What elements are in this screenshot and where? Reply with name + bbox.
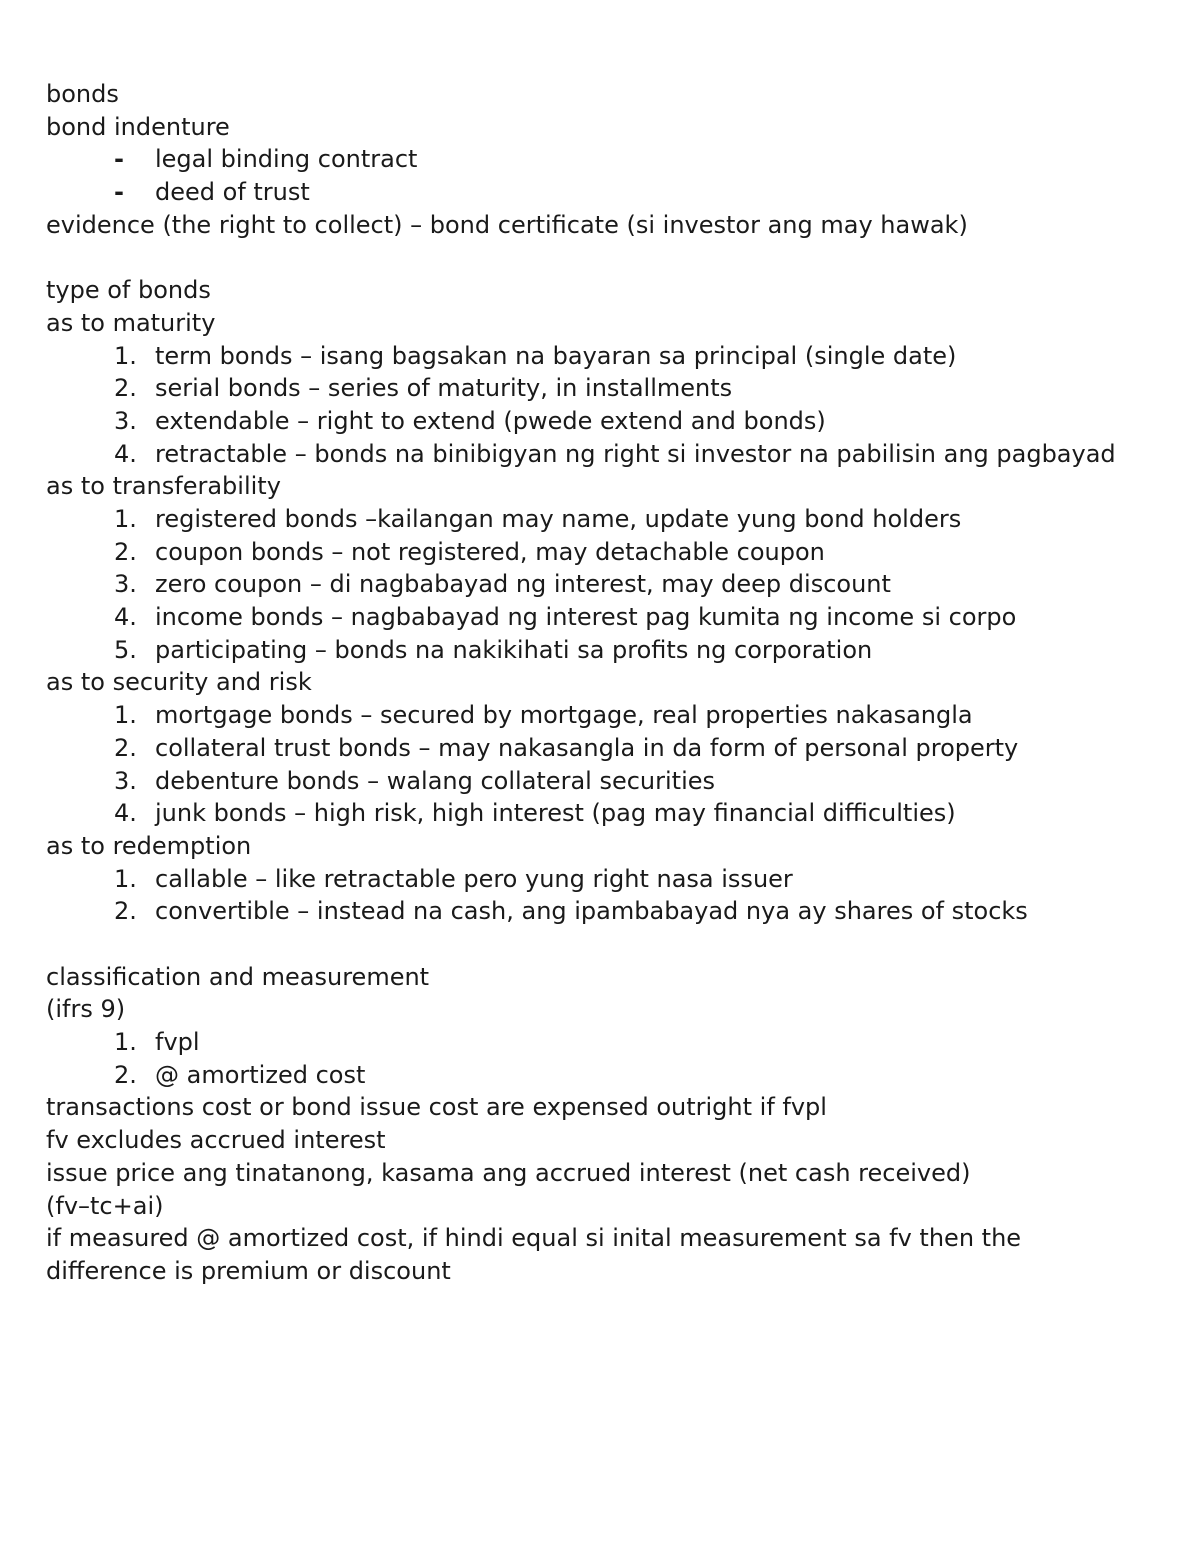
- list-number: 2.: [114, 374, 137, 403]
- list-number: 4.: [114, 799, 137, 828]
- list-number: 2.: [114, 897, 137, 926]
- note-line: fv excludes accrued interest: [46, 1126, 386, 1155]
- list-number: 4.: [114, 603, 137, 632]
- dash-bullet-icon: -: [114, 178, 124, 207]
- list-number: 1.: [114, 1028, 137, 1057]
- list-number: 1.: [114, 701, 137, 730]
- types-heading: type of bonds: [46, 276, 211, 305]
- list-number: 2.: [114, 1060, 137, 1089]
- list-number: 3.: [114, 406, 137, 435]
- dash-bullet-icon: -: [114, 145, 124, 174]
- doc-title: bonds: [46, 80, 119, 108]
- group-label-maturity: as to maturity: [46, 308, 216, 337]
- blank-line: [46, 241, 1166, 274]
- document-page: [46, 78, 1166, 1288]
- list-number: 5.: [114, 635, 137, 664]
- list-item: 3. debenture bonds – walang collateral securities: [46, 765, 1166, 798]
- evidence-line: evidence (the right to collect) – bond certificate (si investor ang may hawak): [46, 210, 968, 239]
- note-line: transactions cost or bond issue cost are expensed outright if fvpl: [46, 1093, 827, 1122]
- blank-line: [46, 928, 1166, 961]
- group-label-transferability: as to transferability: [46, 472, 281, 501]
- list-number: 1.: [114, 341, 137, 370]
- list-item: 2. coupon bonds – not registered, may detachable coupon: [46, 536, 1166, 569]
- list-item: 2. collateral trust bonds – may nakasangla in da form of personal property: [46, 732, 1166, 765]
- group-label-security: as to security and risk: [46, 668, 312, 697]
- list-number: 4.: [114, 439, 137, 468]
- list-item: 3. extendable – right to extend (pwede extend and bonds): [46, 405, 1166, 438]
- list-number: 2.: [114, 537, 137, 566]
- indenture-heading: bond indenture: [46, 112, 230, 141]
- list-item: 2. @ amortized cost: [46, 1059, 1166, 1092]
- list-item: 1. fvpl: [46, 1026, 1166, 1059]
- indenture-bullet: - legal binding contract: [46, 143, 1166, 176]
- list-item: 2. convertible – instead na cash, ang ipambabayad nya ay shares of stocks: [46, 895, 1166, 928]
- list-item: 3. zero coupon – di nagbabayad ng interest, may deep discount: [46, 568, 1166, 601]
- list-number: 1.: [114, 505, 137, 534]
- classification-heading: classification and measurement: [46, 962, 430, 991]
- indenture-bullet: - deed of trust: [46, 176, 1166, 209]
- list-item: 1. registered bonds –kailangan may name, update yung bond holders: [46, 503, 1166, 536]
- list-item: 4. retractable – bonds na binibigyan ng right si investor na pabilisin ang pagbayad: [46, 438, 1166, 471]
- note-line: if measured @ amortized cost, if hindi equal si inital measurement sa fv then the: [46, 1224, 1022, 1253]
- note-line: difference is premium or discount: [46, 1256, 451, 1285]
- classification-standard: (ifrs 9): [46, 995, 126, 1024]
- list-number: 3.: [114, 570, 137, 599]
- list-item: 5. participating – bonds na nakikihati sa profits ng corporation: [46, 634, 1166, 667]
- note-line: (fv–tc+ai): [46, 1191, 164, 1220]
- group-label-redemption: as to redemption: [46, 831, 252, 860]
- list-number: 1.: [114, 864, 137, 893]
- list-item: 2. serial bonds – series of maturity, in installments: [46, 372, 1166, 405]
- list-item: 1. callable – like retractable pero yung right nasa issuer: [46, 863, 1166, 896]
- list-number: 2.: [114, 733, 137, 762]
- list-number: 3.: [114, 766, 137, 795]
- note-line: issue price ang tinatanong, kasama ang accrued interest (net cash received): [46, 1158, 971, 1187]
- list-item: 4. income bonds – nagbabayad ng interest pag kumita ng income si corpo: [46, 601, 1166, 634]
- list-item: 1. term bonds – isang bagsakan na bayaran sa principal (single date): [46, 340, 1166, 373]
- list-item: 1. mortgage bonds – secured by mortgage, real properties nakasangla: [46, 699, 1166, 732]
- list-item: 4. junk bonds – high risk, high interest (pag may financial difficulties): [46, 797, 1166, 830]
